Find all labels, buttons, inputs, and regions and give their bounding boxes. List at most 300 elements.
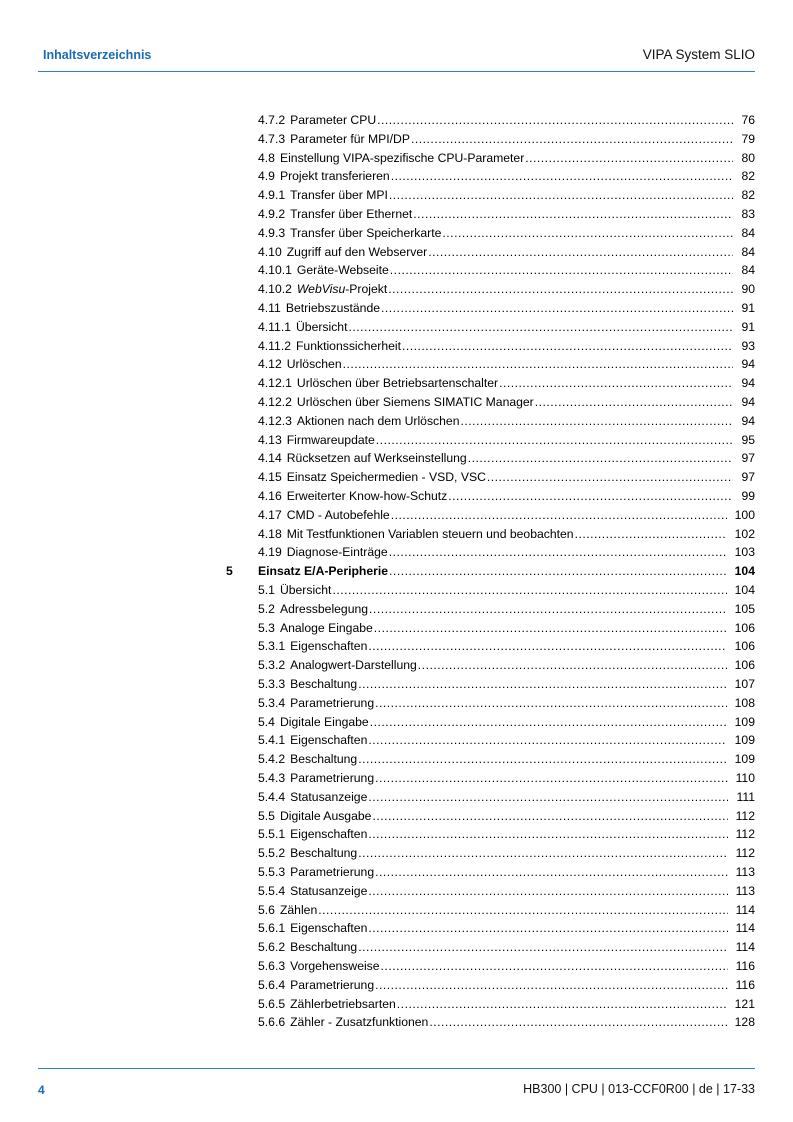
toc-title: Zählerbetriebsarten: [290, 996, 396, 1011]
toc-dot-leader: [318, 901, 727, 920]
toc-row: [0, 205, 793, 224]
toc-page-number: 103: [734, 545, 755, 560]
toc-section-number: 4.14: [258, 451, 282, 466]
toc-section-number: 5.5.4: [258, 883, 286, 898]
toc-dot-leader: [413, 205, 733, 224]
toc-page-number: 109: [734, 733, 755, 748]
toc-dot-leader: [368, 882, 727, 901]
toc-page-number: 102: [734, 526, 755, 541]
toc-row: [0, 243, 793, 262]
toc-section-number: 5.6.4: [258, 977, 286, 992]
toc-page-number: 84: [741, 263, 755, 278]
toc-page-number: 100: [734, 507, 755, 522]
toc-section-number: 5.4.4: [258, 789, 286, 804]
toc-page-number: 76: [741, 113, 755, 127]
toc-page-number: 109: [734, 714, 755, 729]
toc-entry[interactable]: [258, 130, 755, 149]
toc-entry[interactable]: [258, 995, 755, 1014]
toc-title: Statusanzeige: [290, 883, 368, 898]
toc-row: [0, 337, 793, 356]
toc-row: [0, 280, 793, 299]
toc-dot-leader: [368, 919, 727, 938]
toc-title: Digitale Eingabe: [279, 714, 369, 729]
toc-section-number: 5.4.2: [258, 752, 286, 767]
toc-page-number: 84: [741, 244, 755, 259]
toc-dot-leader: [358, 938, 727, 957]
toc-section-number: 4.9.2: [258, 207, 286, 221]
toc-title: Urlöschen: [286, 357, 342, 372]
toc-entry[interactable]: [258, 788, 755, 807]
toc-dot-leader: [375, 976, 727, 995]
toc-row: [0, 713, 793, 732]
toc-section-number: 4.11.1: [258, 319, 291, 334]
toc-title: Eigenschaften: [290, 733, 368, 748]
toc-entry[interactable]: [258, 374, 755, 393]
toc-entry[interactable]: [258, 111, 755, 130]
toc-title: Beschaltung: [290, 940, 358, 955]
toc-entry[interactable]: [258, 525, 755, 544]
toc-title: Rücksetzen auf Werkseinstellung: [286, 451, 467, 466]
toc-section-number: 5.3.1: [258, 639, 286, 654]
toc-entry[interactable]: [258, 1013, 755, 1032]
toc-section-number: 5.5.1: [258, 827, 286, 842]
toc-entry[interactable]: [258, 337, 755, 356]
toc-dot-leader: [442, 224, 733, 243]
toc-chapter-row: [0, 562, 793, 581]
toc-dot-leader: [332, 581, 726, 600]
toc-section-number: 5.4.3: [258, 771, 286, 785]
toc-dot-leader: [375, 769, 727, 788]
toc-page-number: 90: [741, 282, 755, 297]
toc-title: Analoge Eingabe: [279, 620, 373, 635]
toc-entry[interactable]: [258, 412, 755, 431]
toc-section-number: 4.12: [258, 357, 282, 372]
toc-section-number: 5.3.3: [258, 677, 286, 691]
toc-page-number: 94: [741, 395, 755, 409]
toc-entry[interactable]: [258, 694, 755, 713]
toc-title: Urlöschen über Betriebsartenschalter: [296, 376, 499, 391]
toc-entry[interactable]: [258, 825, 755, 844]
toc-row: [0, 167, 793, 186]
toc-entry[interactable]: [258, 938, 755, 957]
toc-entry[interactable]: [258, 393, 755, 412]
toc-section-number: 5.4.1: [258, 733, 286, 748]
toc-title: Übersicht: [295, 319, 348, 334]
toc-page-number: 121: [734, 996, 755, 1011]
toc-title: Statusanzeige: [290, 789, 368, 804]
toc-entry[interactable]: [258, 637, 755, 656]
toc-dot-leader: [460, 412, 733, 431]
toc-row: [0, 525, 793, 544]
footer-rule: [38, 1068, 755, 1069]
toc-title: CMD - Autobefehle: [286, 507, 390, 522]
toc-section-number: 5.5.3: [258, 865, 286, 879]
toc-page-number: 108: [734, 695, 755, 710]
toc-section-number: 5.3: [258, 620, 275, 635]
toc-title: Beschaltung: [290, 677, 358, 691]
toc-title-italic: WebVisu: [296, 282, 346, 297]
toc-row: [0, 581, 793, 600]
toc-title: Transfer über MPI: [290, 188, 388, 203]
toc-title: [297, 280, 387, 299]
toc-entry[interactable]: [258, 355, 755, 374]
toc-section-number: 4.11: [258, 301, 281, 315]
toc-row: [0, 919, 793, 938]
toc-row: [0, 1013, 793, 1032]
toc-dot-leader: [402, 337, 733, 356]
toc-entry[interactable]: [258, 919, 755, 938]
toc-section-number: 5.4: [258, 714, 275, 729]
toc-row: [0, 731, 793, 750]
toc-row: [0, 694, 793, 713]
toc-page-number: 114: [735, 940, 755, 955]
toc-section-number: 4.9.1: [258, 188, 286, 203]
toc-entry[interactable]: [258, 844, 755, 863]
toc-page-number: 109: [734, 752, 755, 767]
toc-title: Funktionssicherheit: [295, 338, 401, 353]
toc-entry[interactable]: [258, 807, 755, 826]
toc-section-number: 5.3.4: [258, 695, 286, 710]
toc-entry[interactable]: [258, 243, 755, 262]
toc-entry[interactable]: [258, 149, 755, 168]
toc-row: [0, 130, 793, 149]
toc-section-number: 4.10.1: [258, 263, 292, 278]
toc-page-number: 114: [735, 921, 755, 936]
toc-entry[interactable]: [258, 299, 755, 318]
toc-entry[interactable]: [258, 167, 755, 186]
toc-dot-leader: [348, 318, 733, 337]
toc-entry[interactable]: [258, 713, 755, 732]
toc-page-number: 82: [741, 169, 755, 184]
toc-section-number: 5.6.3: [258, 959, 286, 973]
toc-entry[interactable]: [258, 769, 755, 788]
toc-page-number: 97: [741, 451, 755, 466]
toc-entry[interactable]: [258, 957, 755, 976]
toc-entry[interactable]: [258, 656, 755, 675]
toc-chapter-number: 5: [226, 564, 233, 579]
toc-page-number: 116: [735, 959, 755, 973]
toc-page-number: 84: [741, 225, 755, 240]
toc-row: [0, 299, 793, 318]
toc-dot-leader: [389, 562, 727, 581]
toc-page-number: 94: [741, 413, 755, 428]
toc-row: [0, 111, 793, 130]
toc-title: Adressbelegung: [279, 601, 369, 616]
toc-title: Urlöschen über Siemens SIMATIC Manager: [296, 395, 534, 409]
toc-section-number: 4.10: [258, 244, 282, 259]
toc-page-number: 91: [741, 301, 755, 315]
toc-row: [0, 882, 793, 901]
toc-dot-leader: [358, 750, 726, 769]
toc-row: [0, 637, 793, 656]
toc-page-number: 128: [734, 1015, 755, 1030]
toc-entry[interactable]: [258, 280, 755, 299]
toc-entry[interactable]: [258, 449, 755, 468]
toc-section-number: 4.12.1: [258, 376, 292, 391]
toc-title: Projekt transferieren: [279, 169, 390, 184]
toc-section-number: 4.15: [258, 470, 282, 485]
toc-entry[interactable]: [258, 882, 755, 901]
toc-section-number: 5.6: [258, 902, 275, 917]
toc-section-number: 4.13: [258, 432, 282, 447]
toc-entry[interactable]: [258, 318, 755, 337]
toc-dot-leader: [368, 825, 727, 844]
toc-entry[interactable]: [258, 731, 755, 750]
toc-section-number: 4.8: [258, 150, 275, 165]
toc-dot-leader: [429, 1013, 726, 1032]
toc-title: Einsatz E/A-Peripherie: [258, 564, 389, 579]
toc-dot-leader: [389, 543, 727, 562]
toc-dot-leader: [499, 374, 733, 393]
toc-page-number: 106: [734, 620, 755, 635]
toc-entry[interactable]: [258, 863, 755, 882]
toc-entry[interactable]: [258, 619, 755, 638]
toc-page-number: 82: [741, 188, 755, 203]
toc-row: [0, 825, 793, 844]
toc-row: [0, 224, 793, 243]
toc-section-number: 4.9.3: [258, 225, 286, 240]
toc-entry[interactable]: [258, 675, 755, 694]
toc-page-number: 99: [741, 489, 755, 503]
toc-row: [0, 374, 793, 393]
toc-section-number: 4.11.2: [258, 338, 291, 353]
toc-dot-leader: [535, 393, 734, 412]
toc-dot-leader: [381, 299, 733, 318]
document-id: HB300 | CPU | 013-CCF0R00 | de | 17-33: [523, 1082, 755, 1096]
toc-dot-leader: [428, 243, 733, 262]
toc-dot-leader: [358, 675, 726, 694]
toc-title: Übersicht: [279, 583, 332, 597]
toc-dot-leader: [575, 525, 727, 544]
toc-title: Zählen: [279, 902, 318, 917]
toc-row: [0, 619, 793, 638]
toc-title: Einstellung VIPA-spezifische CPU-Parameter: [279, 150, 525, 165]
toc-section-number: 4.19: [258, 545, 282, 560]
toc-row: [0, 149, 793, 168]
toc-section-number: 5.3.2: [258, 658, 286, 673]
toc-page-number: 114: [735, 902, 755, 917]
toc-dot-leader: [368, 731, 726, 750]
toc-entry[interactable]: [258, 901, 755, 920]
toc-row: [0, 318, 793, 337]
toc-row: [0, 186, 793, 205]
toc-entry[interactable]: [258, 468, 755, 487]
toc-entry[interactable]: [258, 600, 755, 619]
toc-row: [0, 750, 793, 769]
toc-dot-leader: [487, 468, 734, 487]
toc-row: [0, 600, 793, 619]
toc-entry[interactable]: [258, 205, 755, 224]
toc-row: [0, 656, 793, 675]
toc-entry[interactable]: [258, 261, 755, 280]
toc-dot-leader: [390, 261, 734, 280]
toc-row: [0, 844, 793, 863]
page-number: 4: [38, 1083, 45, 1097]
toc-entry[interactable]: [258, 543, 755, 562]
toc-entry[interactable]: [258, 581, 755, 600]
toc-section-number: 4.12.2: [258, 395, 292, 409]
toc-title: Erweiterter Know-how-Schutz: [286, 489, 448, 503]
toc-section-number: 5.6.1: [258, 921, 286, 936]
toc-row: [0, 807, 793, 826]
toc-title: Analogwert-Darstellung: [290, 658, 417, 673]
toc-row: [0, 393, 793, 412]
toc-page-number: 113: [735, 865, 755, 879]
toc-page-number: 112: [735, 846, 755, 861]
toc-title: Aktionen nach dem Urlöschen: [296, 413, 460, 428]
toc-dot-leader: [343, 355, 734, 374]
toc-dot-leader: [391, 506, 727, 525]
toc-section-number: 5.5: [258, 808, 275, 823]
toc-page-number: 80: [741, 150, 755, 165]
toc-dot-leader: [448, 487, 733, 506]
toc-title: Digitale Ausgabe: [279, 808, 372, 823]
toc-row: [0, 675, 793, 694]
toc-row: [0, 543, 793, 562]
toc-entry[interactable]: [258, 750, 755, 769]
toc-section-number: 4.9: [258, 169, 275, 184]
toc-title: Eigenschaften: [290, 827, 368, 842]
toc-page-number: 104: [734, 583, 755, 597]
toc-title: Vorgehensweise: [290, 959, 380, 973]
toc-page-number: 110: [735, 771, 755, 785]
toc-row: [0, 901, 793, 920]
toc-dot-leader: [468, 449, 734, 468]
toc-row: [0, 938, 793, 957]
toc-title: Beschaltung: [290, 752, 358, 767]
toc-title: Parametrierung: [290, 865, 375, 879]
toc-dot-leader: [397, 995, 727, 1014]
toc-title: Zugriff auf den Webserver: [286, 244, 428, 259]
toc-page-number: 95: [741, 432, 755, 447]
toc-entry[interactable]: [258, 976, 755, 995]
toc-title: Parameter für MPI/DP: [290, 131, 410, 146]
toc-page-number: 93: [741, 338, 755, 353]
toc-row: [0, 863, 793, 882]
toc-page-number: 79: [741, 131, 755, 146]
toc-section-number: 4.16: [258, 489, 282, 503]
toc-title: Parameter CPU: [290, 113, 377, 127]
toc-section-number: 4.18: [258, 526, 282, 541]
toc-dot-leader: [411, 130, 733, 149]
toc-title: Zähler - Zusatzfunktionen: [290, 1015, 429, 1030]
toc-page-number: 112: [735, 827, 755, 842]
toc-dot-leader: [368, 637, 726, 656]
toc-dot-leader: [388, 280, 733, 299]
toc-page-number: 97: [741, 470, 755, 485]
toc-row: [0, 468, 793, 487]
toc-title: Diagnose-Einträge: [286, 545, 388, 560]
toc-section-number: 5.5.2: [258, 846, 286, 861]
toc-row: [0, 995, 793, 1014]
toc-title: Transfer über Speicherkarte: [290, 225, 442, 240]
toc-title: Geräte-Webseite: [296, 263, 389, 278]
toc-dot-leader: [370, 713, 727, 732]
toc-entry[interactable]: [258, 487, 755, 506]
toc-page-number: 106: [734, 639, 755, 654]
toc-page-number: 106: [734, 658, 755, 673]
toc-title: Mit Testfunktionen Variablen steuern und beobachten: [286, 526, 574, 541]
toc-dot-leader: [376, 431, 734, 450]
toc-title: Parametrierung: [290, 695, 375, 710]
toc-section-number: 5.2: [258, 601, 275, 616]
toc-dot-leader: [368, 788, 728, 807]
toc-section-number: 5.1: [258, 583, 275, 597]
toc-page-number: 94: [741, 376, 755, 391]
toc-row: [0, 412, 793, 431]
toc-title: Transfer über Ethernet: [290, 207, 413, 221]
toc-dot-leader: [375, 863, 727, 882]
toc-dot-leader: [358, 844, 727, 863]
toc-title: Eigenschaften: [290, 921, 368, 936]
toc-title: Parametrierung: [290, 771, 375, 785]
toc-section-number: 4.17: [258, 507, 282, 522]
toc-row: [0, 487, 793, 506]
toc-page-number: 105: [734, 601, 755, 616]
toc-section-number: 4.7.2: [258, 113, 286, 127]
toc-row: [0, 788, 793, 807]
toc-section-number: 5.6.2: [258, 940, 286, 955]
toc-entry[interactable]: [258, 431, 755, 450]
toc-row: [0, 976, 793, 995]
toc-title-rest: -Projekt: [345, 282, 388, 297]
toc-entry[interactable]: [258, 224, 755, 243]
toc-section-number: 4.10.2: [258, 282, 292, 297]
toc-dot-leader: [377, 111, 733, 130]
toc-title: Einsatz Speichermedien - VSD, VSC: [286, 470, 486, 485]
toc-row: [0, 449, 793, 468]
running-header-section: Inhaltsverzeichnis: [43, 48, 152, 62]
toc-entry[interactable]: [258, 186, 755, 205]
toc-dot-leader: [372, 807, 727, 826]
toc-dot-leader: [369, 600, 727, 619]
toc-title: Firmwareupdate: [286, 432, 375, 447]
toc-row: [0, 355, 793, 374]
toc-page-number: 113: [735, 883, 755, 898]
toc-dot-leader: [389, 186, 734, 205]
toc-page-number: 112: [735, 808, 755, 823]
toc-dot-leader: [391, 167, 734, 186]
toc-row: [0, 957, 793, 976]
toc-section-number: 5.6.5: [258, 996, 286, 1011]
toc-title: Beschaltung: [290, 846, 358, 861]
running-header-product: VIPA System SLIO: [642, 47, 755, 62]
toc-title: Parametrierung: [290, 977, 375, 992]
toc-section-number: 4.12.3: [258, 413, 292, 428]
header-rule: [38, 71, 755, 72]
toc-page-number: 91: [741, 319, 755, 334]
toc-row: [0, 431, 793, 450]
toc-dot-leader: [381, 957, 728, 976]
toc-section-number: 4.7.3: [258, 131, 286, 146]
toc-entry[interactable]: [258, 562, 755, 581]
toc-page-number: 83: [741, 207, 755, 221]
toc-page-number: 116: [735, 977, 755, 992]
toc-dot-leader: [525, 149, 733, 168]
toc-page-number: 111: [736, 789, 755, 804]
toc-section-number: 5.6.6: [258, 1015, 286, 1030]
toc-dot-leader: [375, 694, 727, 713]
toc-title: Eigenschaften: [290, 639, 368, 654]
toc-row: [0, 261, 793, 280]
toc-page-number: 94: [741, 357, 755, 372]
toc-page-number: 104: [734, 564, 755, 579]
toc-entry[interactable]: [258, 506, 755, 525]
toc-page-number: 107: [734, 677, 755, 691]
toc-dot-leader: [418, 656, 727, 675]
toc-row: [0, 769, 793, 788]
toc-row: [0, 506, 793, 525]
